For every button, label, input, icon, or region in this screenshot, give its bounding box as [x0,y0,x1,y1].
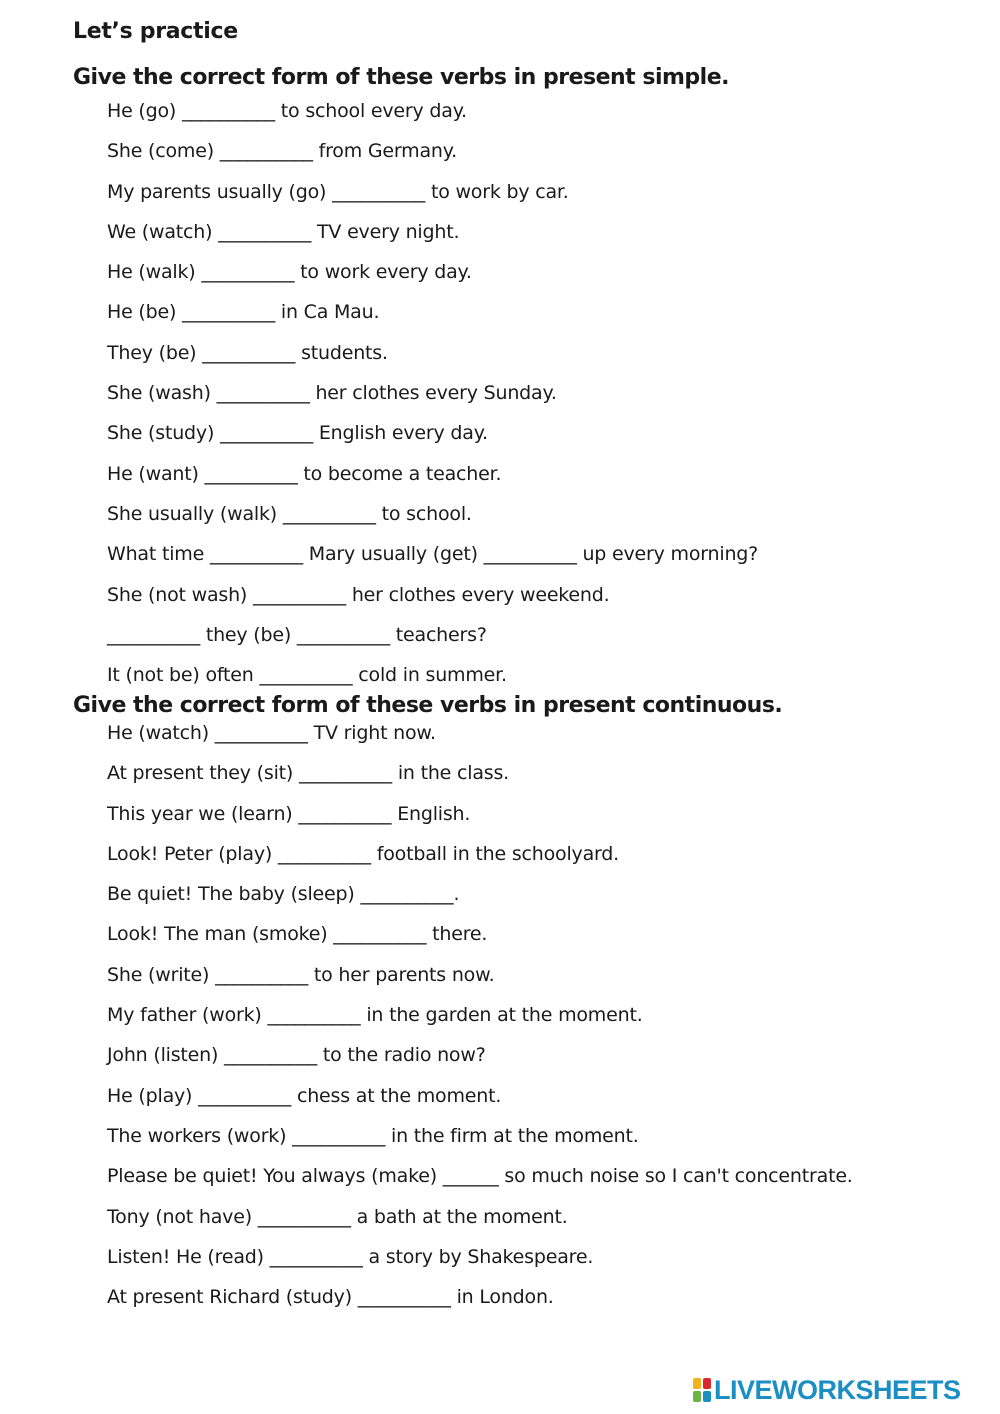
exercise-sentence: __________ they (be) __________ teachers? [107,623,487,646]
exercise-sentence: Please be quiet! You always (make) ______ so much noise so I can't concentrate. [107,1165,853,1188]
liveworksheets-logo[interactable] [693,1373,961,1407]
exercise-sentence: Look! Peter (play) __________ football in the schoolyard. [107,842,620,865]
exercise-sentence: She (write) __________ to her parents now. [107,963,495,986]
exercise-sentence: At present Richard (study) __________ in London. [107,1286,554,1309]
exercise-sentence: She (come) __________ from Germany. [107,140,457,163]
exercise-sentence: Be quiet! The baby (sleep) __________. [107,883,460,906]
logo-tile [693,1378,701,1389]
page-title: Let’s practice [73,19,238,44]
exercise-sentence: We (watch) __________ TV every night. [107,220,460,243]
exercise-sentence: At present they (sit) __________ in the class. [107,762,509,785]
exercise-sentence: She (wash) __________ her clothes every Sunday. [107,382,557,405]
exercise-sentence: The workers (work) __________ in the firm at the moment. [107,1124,639,1147]
exercise-sentence: Tony (not have) __________ a bath at the moment. [107,1205,568,1228]
exercise-sentence: John (listen) __________ to the radio now? [107,1044,486,1067]
exercise-sentence: He (want) __________ to become a teacher. [107,462,502,485]
exercise-sentence: Listen! He (read) __________ a story by Shakespeare. [107,1245,594,1268]
exercise-sentence: She (not wash) __________ her clothes every weekend. [107,583,610,606]
logo-tile [703,1391,711,1402]
exercise-sentence: She (study) __________ English every day. [107,422,488,445]
exercise-sentence: This year we (learn) __________ English. [107,802,471,825]
liveworksheets-logo-icon [693,1378,711,1402]
exercise-sentence: He (play) __________ chess at the moment. [107,1084,502,1107]
section-heading-present-continuous: Give the correct form of these verbs in present continuous. [73,693,783,718]
exercise-sentence: My parents usually (go) __________ to work by car. [107,180,569,203]
exercise-sentence: What time __________ Mary usually (get) __________ up every morning? [107,543,759,566]
exercise-sentence: He (walk) __________ to work every day. [107,261,472,284]
exercise-sentence: My father (work) __________ in the garden at the moment. [107,1004,643,1027]
exercise-sentence: He (go) __________ to school every day. [107,100,467,122]
exercise-sentence: He (be) __________ in Ca Mau. [107,301,380,324]
exercise-sentence: It (not be) often __________ cold in summer. [107,664,507,687]
exercise-sentence: They (be) __________ students. [107,341,388,364]
exercise-sentence: Look! The man (smoke) __________ there. [107,923,488,946]
section-heading-present-simple: Give the correct form of these verbs in present simple. [73,65,729,90]
logo-tile [693,1391,701,1402]
exercise-sentence: She usually (walk) __________ to school. [107,502,472,525]
logo-tile [703,1378,711,1389]
logo-text: LIVEWORKSHEETS [714,1374,961,1405]
exercise-sentence: He (watch) __________ TV right now. [107,722,436,744]
